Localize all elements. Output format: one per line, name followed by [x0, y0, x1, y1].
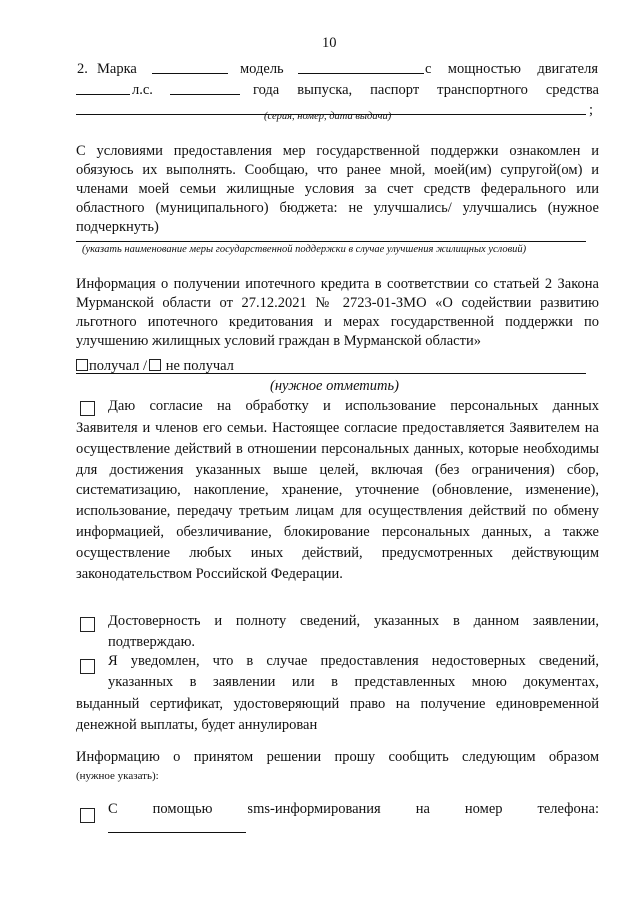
- passport-caption: (серия, номер, дата выдачи): [264, 111, 392, 122]
- sms-word-5: номер: [464, 801, 503, 817]
- horsepower-label: л.с.: [132, 82, 153, 98]
- sms-word-1: С: [108, 801, 118, 817]
- sms-word-6: телефона:: [537, 801, 599, 817]
- sms-checkbox[interactable]: [80, 808, 95, 823]
- mortgage-paragraph: Информация о получении ипотечного кредита в соответствии со статьей 2 Закона Мурманской области от 27.12.2021 № 2723-01-ЗМО «О содействии развитию льготного ипотечного кредитования и мерах государственной поддержки по улучшению жилищных условий граждан в Мурманской области»: [76, 276, 599, 349]
- sms-word-3: sms-информирования: [247, 801, 381, 817]
- sms-word-4: на: [415, 801, 430, 817]
- engine-power-label: с мощностью двигателя: [425, 61, 598, 77]
- received-label: получал /: [89, 358, 148, 374]
- accuracy-paragraph: Достоверность и полноту сведений, указанных в данном заявлении, подтверждаю.: [108, 613, 599, 650]
- year-input-line[interactable]: [170, 94, 240, 95]
- consent-first-line: Даю согласие на обработку и использование персональных данных: [108, 398, 599, 414]
- vehicle-item-number: 2.: [77, 61, 88, 77]
- mortgage-options-underline: [76, 373, 586, 374]
- consent-checkbox[interactable]: [80, 401, 95, 416]
- year-passport-label: года выпуска, паспорт транспортного средства: [253, 82, 599, 98]
- page-number: 10: [322, 35, 337, 51]
- vehicle-brand-label: Марка: [97, 61, 137, 77]
- vehicle-model-label: модель: [240, 61, 284, 77]
- notice-second-line: указанных в заявлении или в представленных мною документах,: [108, 674, 599, 690]
- horsepower-input-line[interactable]: [76, 94, 130, 95]
- semicolon: ;: [589, 102, 594, 118]
- support-measure-caption: (указать наименование меры государственной поддержки в случае улучшения жилищных условий): [82, 244, 527, 255]
- sms-option-line: [108, 800, 599, 819]
- decision-caption: (нужное указать):: [76, 770, 159, 782]
- not-received-label: не получал: [162, 358, 234, 374]
- accuracy-checkbox[interactable]: [80, 617, 95, 632]
- support-measure-input-line[interactable]: [76, 241, 586, 242]
- notice-checkbox[interactable]: [80, 659, 95, 674]
- decision-text: Информацию о принятом решении прошу сообщить следующим образом: [76, 749, 599, 765]
- mortgage-caption: (нужное отметить): [270, 378, 399, 394]
- brand-input-line[interactable]: [152, 73, 228, 74]
- model-input-line[interactable]: [298, 73, 424, 74]
- consent-paragraph: Заявителя и членов его семьи. Настоящее согласие предоставляется Заявителем на осуществление действий в отношении персональных данных, которые необходимы для достижения указанных выше целей, включая (без ограничения) сбор, систематизацию, накопление, хранение, уточнение (обновление, изменение), использование, передачу третьим лицам для осуществления действий по обмену информацией, обезличивание, блокирование персональных данных, а также осуществление любых иных действий, предусмотренных действующим законодательством Российской Федерации.: [76, 420, 599, 582]
- phone-input-line[interactable]: [108, 832, 246, 833]
- not-received-checkbox[interactable]: [149, 359, 161, 371]
- conditions-paragraph: С условиями предоставления мер государственной поддержки ознакомлен и обязуюсь их выполнять. Сообщаю, что ранее мной, моей(им) супругой(ом) и членами моей семьи жилищные условия за счет средств федерального или областного (муниципального) бюджета: не улучшались/ улучшались (нужное подчеркнуть): [76, 143, 599, 235]
- received-checkbox[interactable]: [76, 359, 88, 371]
- notice-paragraph: выданный сертификат, удостоверяющий право на получение единовременной денежной выплаты, будет аннулирован: [76, 696, 599, 733]
- notice-first-line: Я уведомлен, что в случае предоставления недостоверных сведений,: [108, 653, 599, 669]
- sms-word-2: помощью: [152, 801, 213, 817]
